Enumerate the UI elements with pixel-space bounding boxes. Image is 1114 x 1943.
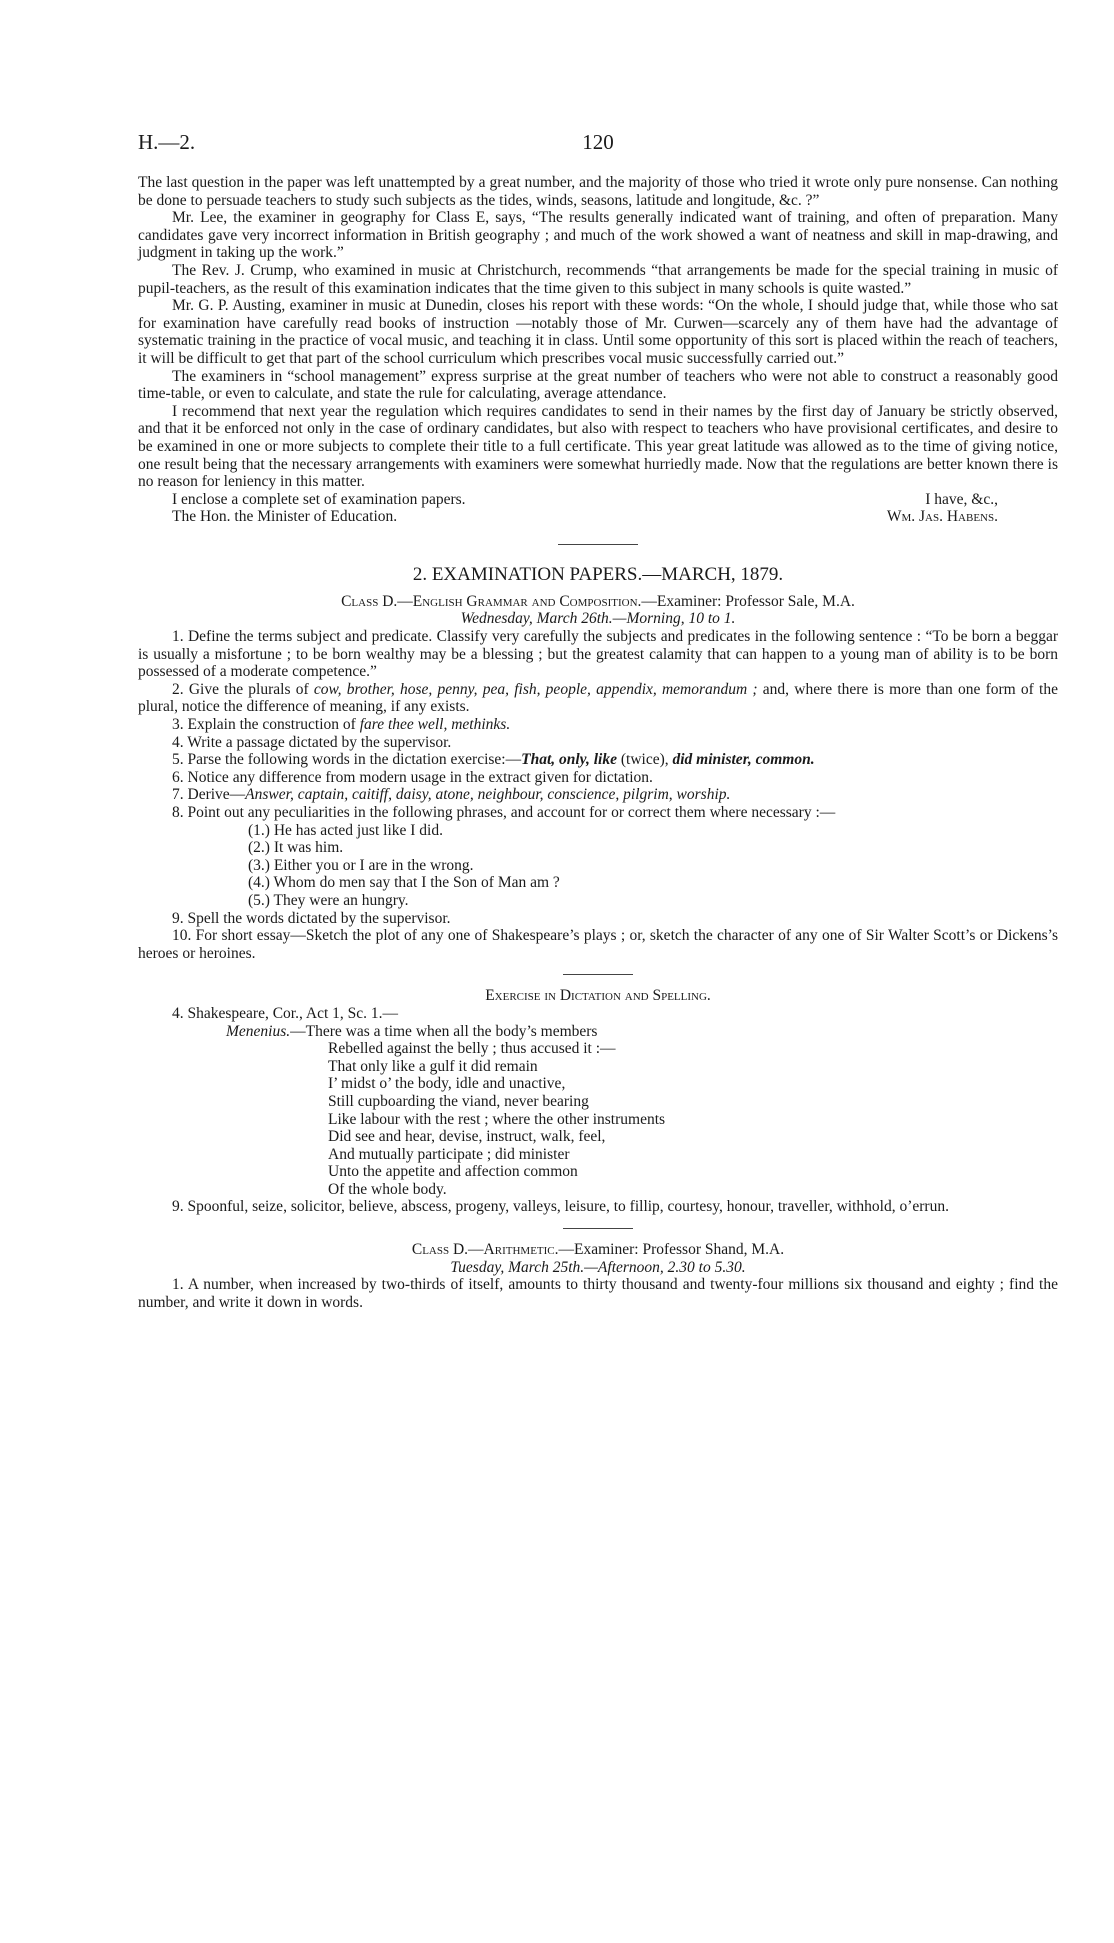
verse-line: And mutually participate ; did minister bbox=[328, 1145, 570, 1163]
page-number: 120 bbox=[582, 130, 614, 154]
construction-words: fare thee well, methinks. bbox=[359, 716, 511, 734]
phrase-item: (4.) Whom do men say that I the Son of Man am ? bbox=[248, 874, 560, 892]
question-4: 4. Write a passage dictated by the supervisor. bbox=[172, 733, 452, 751]
question-1: 1. Define the terms subject and predicate. Classify very carefully the subjects and predicates in the following sentence : “To be born a beggar is usually a misfortune ; to be born wealthy may be a blessing ; but the greatest calamity that can happen to a young man of ability is to be born possessed of a moderate competence.” bbox=[138, 628, 1058, 681]
paragraph: Mr. G. P. Austing, examiner in music at Dunedin, closes his report with these words: “On the whole, I should judge that, while those who sat for examination have carefully read books of instruction —notably those of Mr. Curwen—scarcely any of them have had the advantage of systematic training in the practice of vocal music, and teaching it in class. Until some opportunity of this sort is placed within the reach of teachers, it will be difficult to get that part of the school curriculum which prescribes vocal music successfully carried out.” bbox=[138, 297, 1058, 367]
section-title: 2. EXAMINATION PAPERS.—MARCH, 1879. bbox=[412, 563, 784, 585]
parse-words: That, only, like bbox=[521, 751, 617, 769]
document-code: H.—2. bbox=[138, 130, 196, 154]
page-header bbox=[138, 130, 1058, 160]
parse-words: did minister, common. bbox=[672, 751, 815, 769]
arithmetic-class-title: Class D.—Arithmetic.— bbox=[411, 1241, 575, 1259]
arithmetic-examiner: Examiner: Professor Shand, M.A. bbox=[574, 1241, 785, 1259]
verse-first-line: Menenius.—There was a time when all the body’s members bbox=[226, 1022, 598, 1040]
plural-words: cow, brother, hose, penny, pea, fish, people, appendix, memorandum ; bbox=[313, 680, 758, 698]
arithmetic-date: Tuesday, March 25th.—Afternoon, 2.30 to 5.30. bbox=[450, 1258, 746, 1276]
question-5: 5. Parse the following words in the dictation exercise:—That, only, like (twice), did minister, common. bbox=[172, 751, 815, 769]
paragraph: The last question in the paper was left unattempted by a great number, and the majority of those who tried it wrote only pure nonsense. Can nothing be done to persuade teachers to study such subjects as the tides, winds, seasons, latitude and longitude, &c. ?” bbox=[138, 174, 1058, 209]
verse-line: Rebelled against the belly ; thus accused it :— bbox=[328, 1040, 616, 1058]
paragraph: The Rev. J. Crump, who examined in music at Christchurch, recommends “that arrangements be made for the special training in music of pupil-teachers, as the result of this examination indicates that the time given to this subject in many schools is quite wasted.” bbox=[138, 261, 1058, 297]
grammar-heading bbox=[138, 593, 1058, 611]
divider bbox=[558, 544, 638, 545]
question-8: 8. Point out any peculiarities in the following phrases, and account for or correct them where necessary :— bbox=[172, 804, 836, 821]
grammar-class-title: Class D.—English Grammar and Composition.— bbox=[341, 592, 657, 610]
grammar-date: Wednesday, March 26th.—Morning, 10 to 1. bbox=[460, 610, 736, 628]
verse-line: That only like a gulf it did remain bbox=[328, 1057, 538, 1075]
dictation-source: 4. Shakespeare, Cor., Act 1, Sc. 1.— bbox=[172, 1004, 399, 1022]
signature-line-2 bbox=[138, 508, 1058, 526]
enclosure-note: I enclose a complete set of examination papers. bbox=[172, 490, 466, 508]
closing: I have, &c., bbox=[925, 490, 998, 508]
phrase-item: (5.) They were an hungry. bbox=[248, 891, 409, 909]
signature-line-1 bbox=[138, 491, 1058, 509]
verse-line: Like labour with the rest ; where the other instruments bbox=[328, 1110, 666, 1128]
document-body bbox=[138, 174, 1058, 1311]
question-2: 2. Give the plurals of cow, brother, hose, penny, pea, fish, people, appendix, memorandum ; and, where there is more than one form of the plural, notice the difference of meaning, if any exists. bbox=[138, 680, 1058, 716]
speaker-name: Menenius. bbox=[226, 1022, 291, 1040]
phrase-item: (2.) It was him. bbox=[248, 839, 344, 857]
divider bbox=[563, 1228, 633, 1229]
verse-line: Did see and hear, devise, instruct, walk, feel, bbox=[328, 1128, 606, 1146]
verse-line: I’ midst o’ the body, idle and unactive, bbox=[328, 1075, 566, 1093]
spelling-list: 9. Spoonful, seize, solicitor, believe, abscess, progeny, valleys, leisure, to fillip, courtesy, honour, traveller, withhold, o’errun. bbox=[172, 1198, 949, 1216]
paragraph: I recommend that next year the regulation which requires candidates to send in their names by the first day of January be strictly observed, and that it be enforced not only in the case of ordinary candidates, but also with respect to teachers who have provisional certificates, and desire to be examined in one or more subjects to complete their title to a full certificate. This year great latitude was allowed as to the time of giving notice, one result being that the necessary arrangements with examiners were somewhat hurriedly made. Now that the regulations are better known there is no reason for leniency in this matter. bbox=[138, 402, 1058, 491]
paragraph: Mr. Lee, the examiner in geography for Class E, says, “The results generally indicated want of training, and often of preparation. Many candidates gave very incorrect information in British geography ; and much of the work showed a want of neatness and skill in map-drawing, and judgment in taking up the work.” bbox=[138, 209, 1058, 262]
question-6: 6. Notice any difference from modern usage in the extract given for dictation. bbox=[172, 768, 653, 786]
question-10: 10. For short essay—Sketch the plot of any one of Shakespeare’s plays ; or, sketch the character of any one of Sir Walter Scott’s or Dickens’s heroes or heroines. bbox=[138, 927, 1058, 962]
phrase-item: (1.) He has acted just like I did. bbox=[248, 821, 443, 839]
verse-line: Of the whole body. bbox=[328, 1180, 447, 1198]
verse-line: Still cupboarding the viand, never bearing bbox=[328, 1092, 589, 1110]
verse-line: Unto the appetite and affection common bbox=[328, 1163, 578, 1181]
arithmetic-heading bbox=[138, 1241, 1058, 1259]
arithmetic-question-1: 1. A number, when increased by two-thirds of itself, amounts to thirty thousand and twenty-four millions six thousand and eighty ; find the number, and write it down in words. bbox=[138, 1276, 1058, 1311]
question-9: 9. Spell the words dictated by the supervisor. bbox=[172, 909, 451, 927]
phrase-item: (3.) Either you or I are in the wrong. bbox=[248, 856, 474, 874]
addressee: The Hon. the Minister of Education. bbox=[172, 508, 398, 526]
paragraph: The examiners in “school management” express surprise at the great number of teachers who were not able to construct a reasonably good time-table, or even to calculate, and state the rule for calculating, average attendance. bbox=[138, 367, 1058, 403]
question-3: 3. Explain the construction of fare thee well, methinks. bbox=[172, 716, 511, 734]
question-7: 7. Derive—Answer, captain, caitiff, daisy, atone, neighbour, conscience, pilgrim, worship. bbox=[172, 786, 731, 804]
dictation-heading: Exercise in Dictation and Spelling. bbox=[485, 987, 711, 1005]
divider bbox=[563, 974, 633, 975]
derive-words: Answer, captain, caitiff, daisy, atone, neighbour, conscience, pilgrim, worship. bbox=[245, 786, 731, 804]
document-page bbox=[138, 130, 1058, 1311]
signatory: Wm. Jas. Habens. bbox=[886, 508, 998, 526]
grammar-examiner: Examiner: Professor Sale, M.A. bbox=[656, 592, 855, 610]
